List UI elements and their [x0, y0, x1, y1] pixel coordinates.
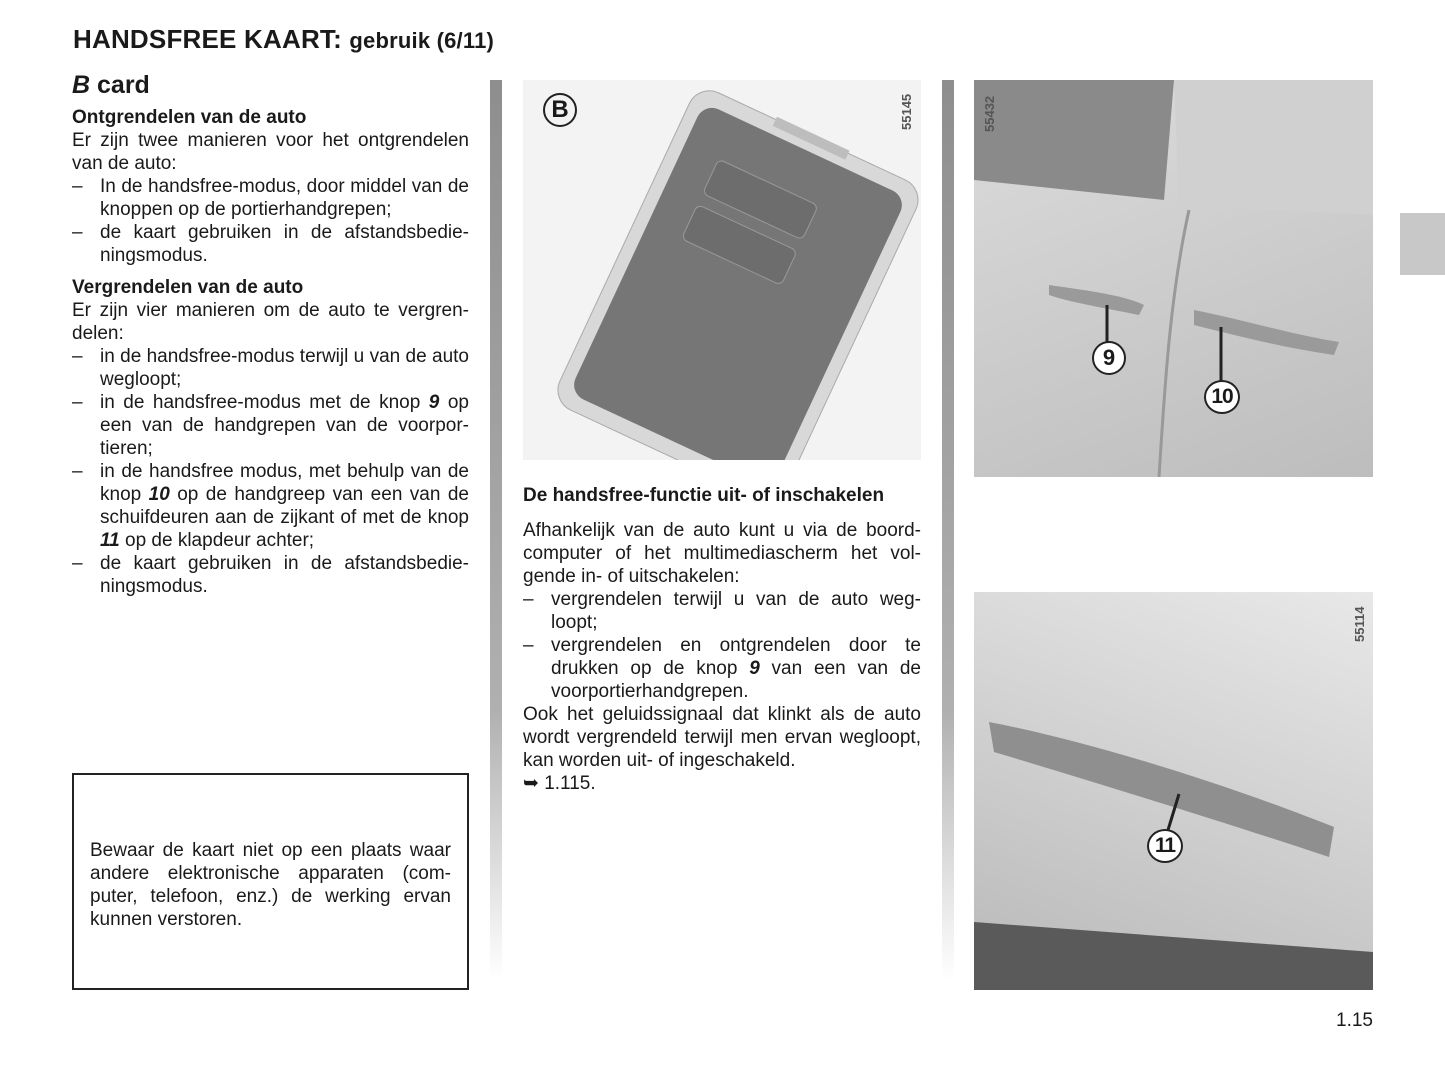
figure-label: B [543, 93, 577, 127]
list-item: – vergrendelen terwijl u van de auto wegloopt; [523, 588, 921, 634]
toggle-intro: Afhankelijk van de auto kunt u via de boordcomputer of het multimediascherm het volgende in- of uitschakelen: [523, 520, 921, 587]
button-ref: 9 [428, 392, 440, 413]
card-illustration [523, 80, 921, 460]
list-item: – de kaart gebruiken in de afstandsbedieningsmodus. [72, 552, 469, 598]
figure-ref: 55432 [982, 95, 997, 132]
button-ref: 10 [148, 484, 170, 505]
figure-ref: 55145 [899, 93, 914, 130]
text: op een van de handgrepen van de voorportieren; [100, 392, 469, 459]
text: vergrendelen en ontgrendelen door te drukken op de knop [551, 635, 921, 679]
section-heading [72, 71, 469, 99]
handsfree-card-image [523, 80, 921, 460]
button-ref: 9 [749, 658, 760, 679]
list-item: – In de handsfree-modus, door middel van de knoppen op de portierhandgrepen; [72, 175, 469, 221]
figure-ref: 55114 [1352, 606, 1367, 642]
list-item [523, 634, 921, 703]
lock-title: Vergrendelen van de auto [72, 277, 304, 298]
tailgate-photo [974, 592, 1373, 990]
lock-list [72, 345, 469, 598]
unlock-list [72, 175, 469, 267]
list-item: – de kaart gebruiken in de afstandsbedieningsmodus. [72, 221, 469, 267]
list-item: – in de handsfree-modus terwijl u van de auto wegloopt; [72, 345, 469, 391]
lock-intro: Er zijn vier manieren om de auto te vergrendelen: [72, 300, 469, 344]
list-item [72, 460, 469, 552]
note-text: Bewaar de kaart niet op een plaats waar andere elektronische apparaten (computer, telefoon, enz.) de werking ervan kunnen verstoren. [90, 840, 451, 930]
callout-9: 9 [1092, 341, 1126, 375]
tailgate-image [974, 592, 1373, 990]
left-column [72, 71, 470, 598]
cross-reference [523, 772, 921, 795]
door-handles-photo [974, 80, 1373, 477]
door-handles-image [974, 80, 1373, 477]
toggle-outro: Ook het geluidssignaal dat klinkt als de auto wordt vergrendeld terwijl men ervan wegloopt, kan worden uit- of ingeschakeld. [523, 704, 921, 771]
toggle-list [523, 588, 921, 703]
heading-word: card [97, 71, 150, 99]
button-ref: 11 [100, 530, 120, 551]
warning-box [72, 773, 469, 990]
unlock-title: Ontgrendelen van de auto [72, 107, 307, 128]
chapter-tab [1400, 213, 1445, 275]
text: van een van de voorportierhandgrepen. [551, 658, 921, 702]
text: in de handsfree modus, met behulp van de knop [100, 461, 469, 505]
title-main: HANDSFREE KAART: [73, 24, 342, 54]
text: op de klapdeur achter; [119, 530, 315, 551]
list-item [72, 391, 469, 460]
column-divider [490, 80, 502, 980]
arrow-icon: ➥ [523, 773, 539, 794]
callout-10: 10 [1204, 380, 1240, 414]
text: op de handgreep van een van de schuifdeuren aan de zijkant of met de knop [100, 484, 470, 528]
page-number: 1.15 [1336, 1010, 1373, 1031]
title-sub: gebruik (6/11) [349, 28, 495, 53]
callout-11: 11 [1147, 829, 1183, 863]
column-divider [942, 80, 954, 980]
page-link[interactable]: 1.115. [538, 773, 596, 794]
middle-column [523, 484, 921, 795]
toggle-title: De handsfree-functie uit- of inschakelen [523, 485, 885, 506]
unlock-intro: Er zijn twee manieren voor het ontgrendelen van de auto: [72, 130, 469, 174]
page-title [73, 24, 494, 55]
heading-letter: B [72, 71, 91, 99]
text: in de handsfree-modus met de knop [100, 392, 429, 413]
